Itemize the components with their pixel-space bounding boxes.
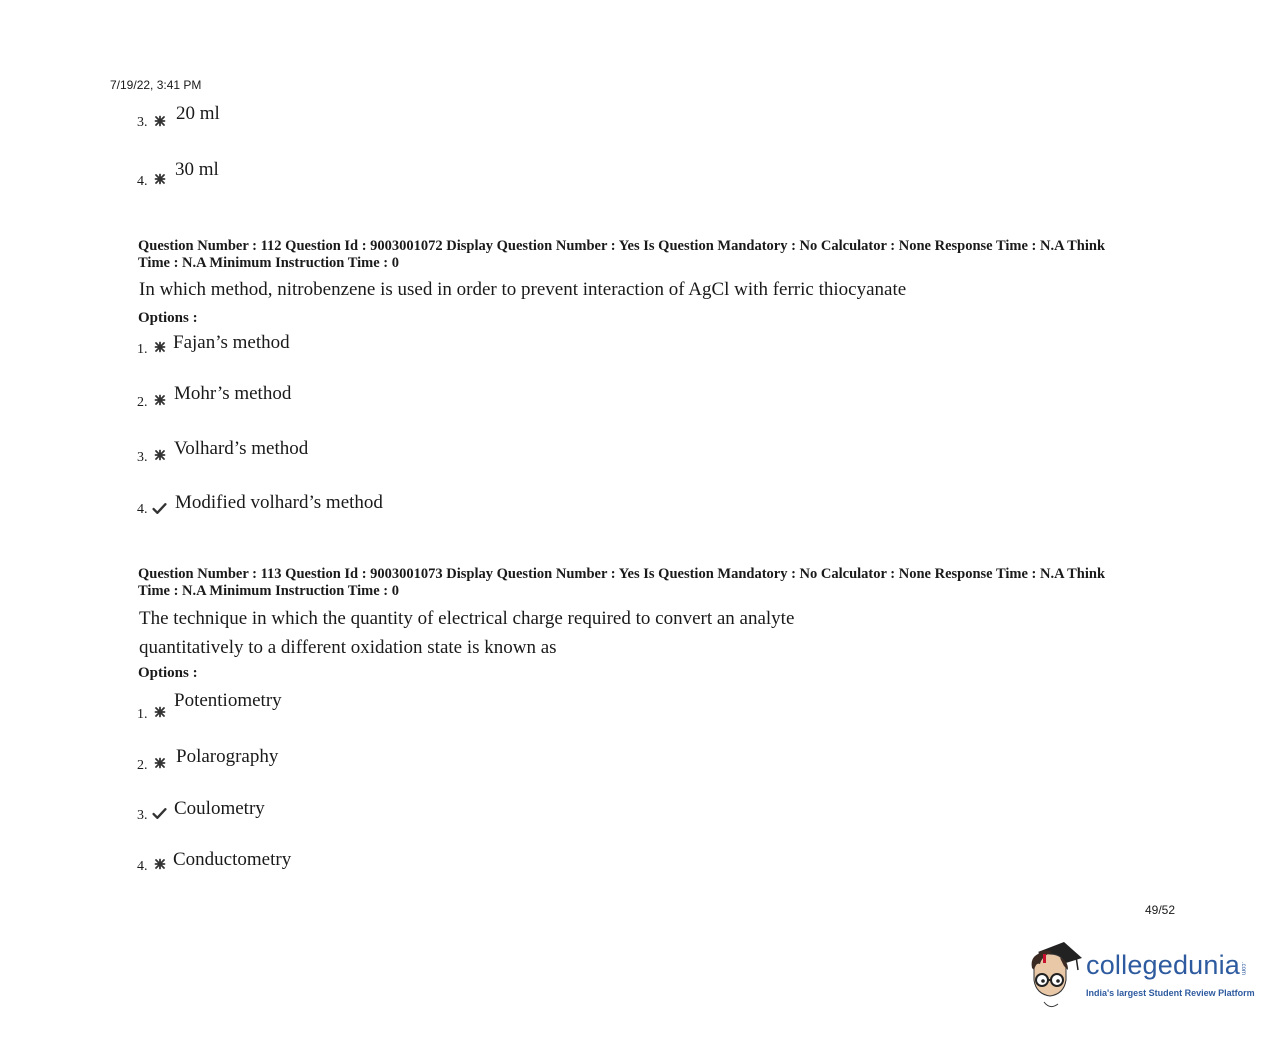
option-text: Polarography (176, 746, 279, 767)
question-header-line: Time : N.A Minimum Instruction Time : 0 (138, 255, 400, 271)
cross-icon (154, 341, 166, 353)
option-number: 4. (137, 859, 148, 874)
cross-icon (154, 858, 166, 870)
question-header-line: Question Number : 113 Question Id : 9003001073 Display Question Number : Yes Is Question Mandatory : No Calculator : None Response Time : N.A Think (138, 566, 1106, 582)
option-text: Coulometry (174, 798, 265, 819)
question-text-line: quantitatively to a different oxidation state is known as (139, 637, 557, 658)
logo-suffix: .com (1240, 962, 1246, 976)
question-text-line: The technique in which the quantity of electrical charge required to convert an analyte (139, 608, 795, 629)
option-number: 2. (137, 758, 148, 773)
option-text: Modified volhard’s method (175, 492, 383, 513)
cross-icon (154, 394, 166, 406)
option-number: 4. (137, 174, 148, 189)
option-number: 4. (137, 502, 148, 517)
options-label: Options : (138, 665, 198, 681)
question-header (138, 566, 1168, 600)
options-label: Options : (138, 310, 198, 326)
question-text: In which method, nitrobenzene is used in order to prevent interaction of AgCl with ferric thiocyanate (139, 279, 907, 300)
option-text: Volhard’s method (174, 438, 309, 459)
check-icon (152, 502, 167, 515)
option-number: 2. (137, 395, 148, 410)
option-number: 1. (137, 342, 148, 357)
cross-icon (154, 757, 166, 769)
option-text: 30 ml (175, 159, 219, 180)
option-text: 20 ml (176, 103, 220, 124)
logo-wordmark: collegedunia (1086, 950, 1241, 980)
question-header-line: Question Number : 112 Question Id : 9003001072 Display Question Number : Yes Is Question Mandatory : No Calculator : None Response Time : N.A Think (138, 238, 1106, 254)
mascot-icon (1024, 940, 1086, 1010)
logo-tagline: India's largest Student Review Platform (1086, 988, 1255, 998)
cross-icon (154, 173, 166, 185)
option-text: Fajan’s method (173, 332, 290, 353)
option-number: 3. (137, 808, 148, 823)
question-header-line: Time : N.A Minimum Instruction Time : 0 (138, 583, 400, 599)
page-number: 49/52 (1145, 903, 1176, 917)
option-text: Mohr’s method (174, 383, 292, 404)
cross-icon (154, 706, 166, 718)
option-text: Conductometry (173, 849, 292, 870)
question-header (138, 238, 1168, 272)
option-text: Potentiometry (174, 690, 282, 711)
cross-icon (154, 115, 166, 127)
option-number: 1. (137, 707, 148, 722)
option-number: 3. (137, 450, 148, 465)
print-timestamp: 7/19/22, 3:41 PM (110, 78, 202, 92)
option-number: 3. (137, 115, 148, 130)
cross-icon (154, 449, 166, 461)
check-icon (152, 807, 167, 820)
